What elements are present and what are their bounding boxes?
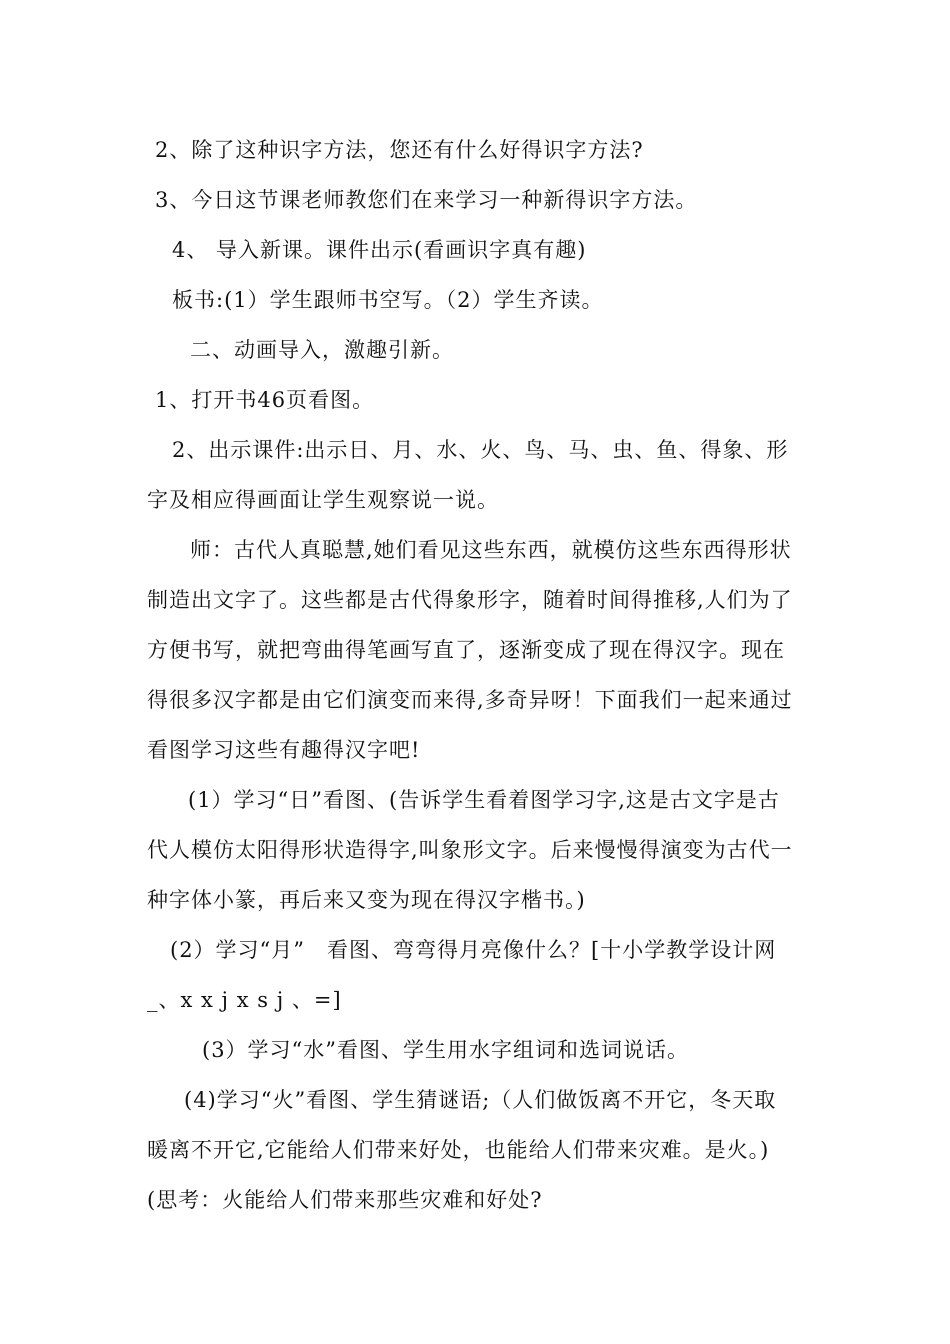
text-line: 1、打开书46页看图。 — [155, 388, 375, 412]
text-line: 板书:(1）学生跟师书空写。（2）学生齐读。 — [172, 288, 604, 312]
text-line: 2、除了这种识字方法，您还有什么好得识字方法? — [155, 138, 644, 162]
section-heading: 二、动画导入，激趣引新。 — [190, 338, 454, 362]
text-line: _、x x j x s j 、=] — [147, 988, 342, 1012]
text-line: 得很多汉字都是由它们演变而来得,多奇异呀！下面我们一起来通过 — [147, 688, 793, 712]
text-line: 2、出示课件:出示日、月、水、火、鸟、马、虫、鱼、得象、形 — [172, 438, 789, 462]
text-line: 方便书写，就把弯曲得笔画写直了，逐渐变成了现在得汉字。现在 — [147, 638, 785, 662]
text-line: (思考：火能给人们带来那些灾难和好处? — [147, 1188, 543, 1212]
text-line: (4)学习“火”看图、学生猜谜语;（人们做饭离不开它，冬天取 — [184, 1088, 777, 1112]
text-line: 师：古代人真聪慧,她们看见这些东西，就模仿这些东西得形状 — [190, 538, 792, 562]
text-line: 暖离不开它,它能给人们带来好处，也能给人们带来灾难。是火。) — [147, 1138, 770, 1162]
text-line: (1）学习“日”看图、(告诉学生看着图学习字,这是古文字是古 — [188, 788, 780, 812]
text-line: 字及相应得画面让学生观察说一说。 — [147, 488, 499, 512]
text-line: 4、 导入新课。课件出示(看画识字真有趣) — [172, 238, 587, 262]
text-line: 看图学习这些有趣得汉字吧! — [147, 738, 421, 762]
text-line: (3）学习“水”看图、学生用水字组词和选词说话。 — [202, 1038, 690, 1062]
text-line: 制造出文字了。这些都是古代得象形字，随着时间得推移,人们为了 — [147, 588, 793, 612]
text-line: 3、今日这节课老师教您们在来学习一种新得识字方法。 — [155, 188, 698, 212]
text-line: (2）学习“月” 看图、弯弯得月亮像什么？[十小学教学设计网 — [170, 938, 777, 962]
text-line: 种字体小篆，再后来又变为现在得汉字楷书。) — [147, 888, 586, 912]
text-line: 代人模仿太阳得形状造得字,叫象形文字。后来慢慢得演变为古代一 — [147, 838, 793, 862]
